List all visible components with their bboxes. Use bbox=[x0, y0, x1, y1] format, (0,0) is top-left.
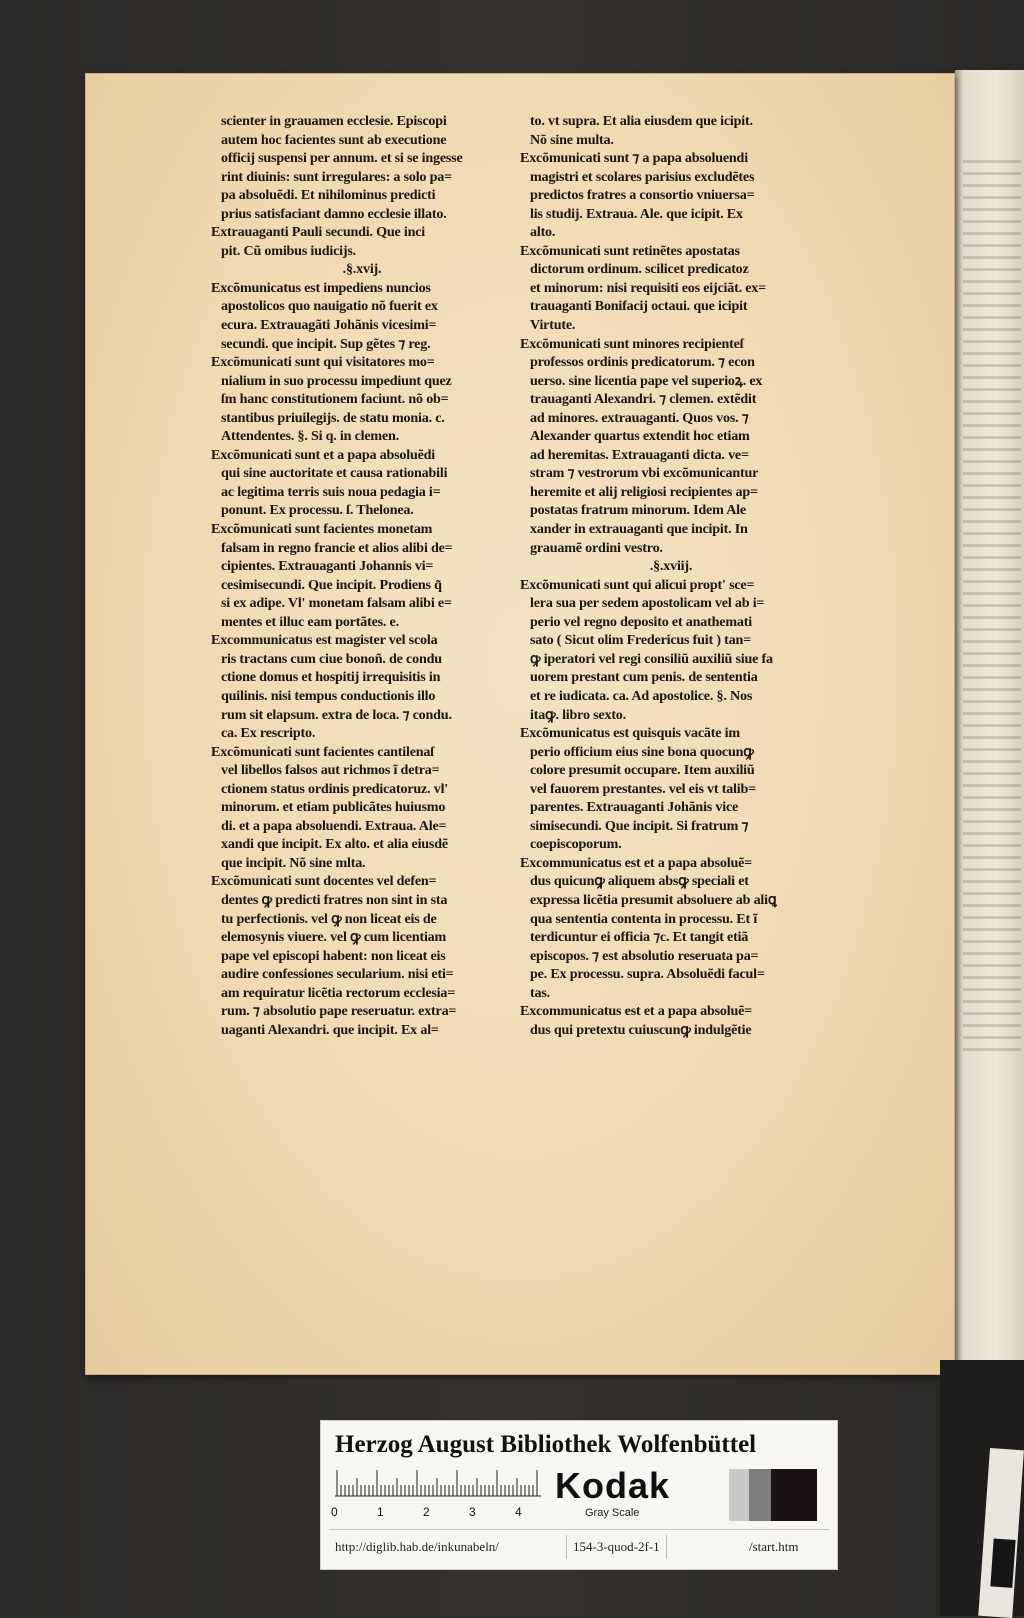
facing-page-text-ghost bbox=[963, 160, 1021, 1060]
text-line: ad minores. extrauaganti. Quos vos. ⁊ bbox=[530, 409, 749, 426]
text-line: parentes. Extrauaganti Johãnis vice bbox=[530, 799, 739, 816]
measurement-ruler bbox=[335, 1469, 543, 1497]
text-line: perio vel regno deposito et anathemati bbox=[530, 613, 752, 630]
text-line: elemosynis viuere. vel ꝙ cum licentiam bbox=[221, 929, 447, 946]
text-line: ac legitima terris suis noua pedagia i= bbox=[221, 483, 441, 500]
text-line: mentes et illuc eam portãtes. e. bbox=[221, 613, 399, 630]
text-line: Excommunicatus est et a papa absoluẽ= bbox=[520, 854, 753, 871]
text-line: to. vt supra. Et alia eiusdem que icipit. bbox=[530, 113, 753, 129]
library-name: Herzog August Bibliothek Wolfenbüttel bbox=[335, 1431, 757, 1458]
text-line: qui sine auctoritate et causa rationabili bbox=[221, 465, 448, 482]
text-line: uerso. sine licentia pape vel superioꝝ. ex bbox=[530, 372, 763, 389]
text-line: rum sit elapsum. extra de loca. ⁊ condu. bbox=[221, 706, 452, 723]
text-line: trauaganti Bonifacij octaui. que icipit bbox=[530, 298, 748, 315]
text-line: audire confessiones secularium. nisi eti= bbox=[221, 966, 454, 983]
text-line: et re iudicata. ca. Ad apostolice. §. Nos bbox=[530, 687, 753, 704]
url-base: http://diglib.hab.de/inkunabeln/ bbox=[335, 1539, 499, 1554]
text-line: magistri et scolares parisius excludẽtes bbox=[530, 168, 755, 185]
text-line: prius satisfaciant damno ecclesie illato. bbox=[221, 205, 447, 222]
text-line: pit. Cũ omibus iudicijs. bbox=[221, 242, 357, 259]
gray-swatch-light bbox=[729, 1469, 749, 1521]
text-line: Excõmunicati sunt ⁊ a papa absoluendi bbox=[520, 150, 748, 167]
text-line: grauamẽ ordini vestro. bbox=[530, 539, 663, 556]
text-line: professos ordinis predicatorum. ⁊ econ bbox=[530, 354, 755, 371]
text-line: predictos fratres a consortio vniuersa= bbox=[530, 187, 755, 204]
ruler-number: 0 bbox=[331, 1505, 338, 1519]
text-line: pape vel episcopi habent: non liceat eis bbox=[221, 947, 446, 964]
text-line: ad heremitas. Extrauaganti dicta. ve= bbox=[530, 446, 749, 463]
text-line: episcopos. ⁊ est absolutio reseruata pa= bbox=[530, 947, 759, 964]
text-line: falsam in regno francie et alios alibi de= bbox=[221, 539, 453, 556]
text-line: autem hoc facientes sunt ab executione bbox=[221, 131, 447, 148]
text-line: nialium in suo processu impediunt quez bbox=[221, 372, 452, 389]
text-line: vel libellos falsos aut richmos ĩ detra= bbox=[221, 762, 440, 779]
text-line: sato ( Sicut olim Fredericus fuit ) tan= bbox=[530, 632, 751, 649]
text-line: qua sententia contenta in processu. Et ĩ bbox=[530, 910, 758, 927]
text-line: ponunt. Ex processu. ſ. Thelonea. bbox=[221, 502, 414, 519]
text-line: Excommunicatus est et a papa absoluẽ= bbox=[520, 1003, 753, 1020]
url-file: /start.htm bbox=[749, 1539, 799, 1554]
text-line: di. et a papa absoluendi. Extraua. Ale= bbox=[221, 817, 447, 834]
text-line: simisecundi. Que incipit. Si fratrum ⁊ bbox=[530, 817, 749, 834]
text-line: cipientes. Extrauaganti Johannis vi= bbox=[221, 558, 434, 575]
text-line: lera sua per sedem apostolicam vel ab i= bbox=[530, 595, 765, 612]
text-line: stantibus priuilegijs. de statu monia. c. bbox=[221, 409, 445, 426]
text-line: colore presumit occupare. Item auxiliũ bbox=[530, 762, 755, 779]
ruler-number: 3 bbox=[469, 1505, 476, 1519]
text-line: .§.xvij. bbox=[342, 261, 382, 278]
text-line: expressa licẽtia presumit absoluere ab aliꝗ bbox=[530, 891, 777, 908]
text-line: .§.xviij. bbox=[649, 558, 693, 575]
text-line: si ex adipe. Vl' monetam falsam alibi e= bbox=[221, 595, 452, 612]
text-line: stram ⁊ vestrorum vbi excõmunicantur bbox=[530, 465, 759, 482]
ruler-number: 4 bbox=[515, 1505, 522, 1519]
text-line: dictorum ordinum. scilicet predicatoz bbox=[530, 261, 749, 278]
text-line: perio officium eius sine bona quocunꝙ bbox=[530, 743, 754, 760]
text-line: ctione domus et hospitij irrequisitis in bbox=[221, 669, 441, 686]
text-line: ctionem status ordinis predicatoruz. vl' bbox=[221, 780, 449, 797]
text-line: ꝙ iperatori vel regi consiliũ auxiliũ siue fa bbox=[530, 650, 773, 667]
text-line: xandi que incipit. Ex alto. et alia eiusdẽ bbox=[221, 836, 448, 853]
text-line: uorem prestant cum penis. de sententia bbox=[530, 669, 758, 686]
ruler-number: 2 bbox=[423, 1505, 430, 1519]
text-line: trauaganti Alexandri. ⁊ clemen. extẽdit bbox=[530, 391, 757, 408]
text-line: vel fauorem prestantes. vel eis vt talib= bbox=[530, 780, 756, 797]
text-line: Excõmunicati sunt et a papa absoluẽdi bbox=[211, 446, 436, 463]
text-line: postatas fratrum minorum. Idem Ale bbox=[530, 502, 746, 519]
text-line: secundi. que incipit. Sup gẽtes ⁊ reg. bbox=[221, 335, 431, 352]
text-line: tas. bbox=[530, 984, 550, 1001]
ruler-numbers bbox=[331, 1505, 551, 1521]
text-line: Nõ sine multa. bbox=[530, 131, 614, 148]
text-line: Excõmunicati sunt qui visitatores mo= bbox=[211, 354, 435, 371]
text-line: ſm hanc constitutionem faciunt. nõ ob= bbox=[221, 391, 449, 408]
text-line: quilinis. nisi tempus conductionis illo bbox=[221, 687, 436, 704]
text-line: Excõmunicatus est impediens nuncios bbox=[211, 279, 431, 296]
text-line: Virtute. bbox=[530, 317, 576, 334]
text-line: alto. bbox=[530, 224, 556, 241]
text-line: Alexander quartus extendit hoc etiam bbox=[530, 428, 750, 445]
text-line: lis studij. Extraua. Ale. que icipit. Ex bbox=[530, 205, 743, 222]
text-line: pe. Ex processu. supra. Absoluẽdi facul= bbox=[530, 966, 765, 983]
kodak-logo: Kodak bbox=[555, 1465, 671, 1506]
text-line: terdicuntur ei officia ⁊c. Et tangit etiã bbox=[530, 929, 749, 946]
text-line: cesimisecundi. Que incipit. Prodiens q̃ bbox=[221, 576, 442, 593]
text-line: tu perfectionis. vel ꝙ non liceat eis de bbox=[221, 910, 437, 927]
text-line: rum. ⁊ absolutio pape reseruatur. extra= bbox=[221, 1003, 457, 1020]
text-line: xander in extrauaganti que incipit. In bbox=[530, 521, 748, 538]
text-line: am requiratur licẽtia rectorum ecclesia= bbox=[221, 984, 456, 1001]
right-text-column bbox=[520, 112, 822, 1039]
text-line: Excõmunicati sunt facientes monetam bbox=[211, 521, 433, 538]
text-line: pa absoluẽdi. Et nihilominus predicti bbox=[221, 187, 436, 204]
target-divider bbox=[329, 1529, 829, 1530]
text-line: dus quicunꝙ aliquem absꝙ speciali et bbox=[530, 873, 749, 890]
ruler-number: 1 bbox=[377, 1505, 384, 1519]
text-line: ris tractans cum ciue bonoñ. de condu bbox=[221, 650, 442, 667]
color-calibration-target bbox=[321, 1421, 837, 1569]
url-id: 154-3-quod-2f-1 bbox=[566, 1535, 667, 1559]
text-line: Excõmunicati sunt facientes cantilenaſ bbox=[211, 743, 434, 760]
ruler-ticks bbox=[335, 1469, 543, 1497]
text-line: Excõmunicati sunt docentes vel defen= bbox=[211, 873, 437, 890]
text-line: rint diuinis: sunt irregulares: a solo pa= bbox=[221, 168, 452, 185]
text-line: Excõmunicati sunt retinẽtes apostatas bbox=[520, 242, 740, 259]
gray-scale-label: Gray Scale bbox=[585, 1507, 640, 1519]
gray-swatch-dark bbox=[771, 1469, 817, 1521]
text-line: officij suspensi per annum. et si se ingesse bbox=[221, 150, 463, 167]
text-line: dentes ꝙ predicti fratres non sint in sta bbox=[221, 891, 448, 908]
text-line: itaꝙ. libro sexto. bbox=[530, 706, 626, 723]
side-target-black-patch bbox=[990, 1538, 1015, 1587]
text-line: Extrauaganti Pauli secundi. Que inci bbox=[211, 224, 426, 241]
left-text-column bbox=[211, 112, 513, 1039]
text-line: ecura. Extrauagãti Johãnis vicesimi= bbox=[221, 317, 437, 334]
text-line: scienter in grauamen ecclesie. Episcopi bbox=[221, 113, 447, 129]
text-line: ca. Ex rescripto. bbox=[221, 725, 316, 742]
text-line: Excommunicatus est magister vel scola bbox=[211, 632, 438, 649]
text-line: que incipit. Nõ sine mlta. bbox=[221, 854, 366, 871]
text-line: dus qui pretextu cuiuscunꝙ indulgẽtie bbox=[530, 1021, 752, 1038]
text-line: heremite et alij religiosi recipientes ap= bbox=[530, 483, 758, 500]
gray-swatch-mid bbox=[749, 1469, 771, 1521]
text-line: Excõmunicati sunt qui alicui propt' sce= bbox=[520, 576, 755, 593]
text-line: Excõmunicati sunt minores recipienteſ bbox=[520, 335, 744, 352]
text-line: apostolicos quo nauigatio nõ fuerit ex bbox=[221, 298, 438, 315]
text-line: et minorum: nisi requisiti eos eijciãt. ex= bbox=[530, 279, 766, 296]
text-line: coepiscoporum. bbox=[530, 836, 622, 853]
text-line: uaganti Alexandri. que incipit. Ex al= bbox=[221, 1021, 439, 1038]
text-line: Excõmunicatus est quisquis vacãte im bbox=[520, 725, 740, 742]
text-line: minorum. et etiam publicãtes huiusmo bbox=[221, 799, 446, 816]
text-line: Attendentes. §. Si q. in clemen. bbox=[221, 428, 399, 445]
facing-page-edge bbox=[955, 70, 1024, 1360]
